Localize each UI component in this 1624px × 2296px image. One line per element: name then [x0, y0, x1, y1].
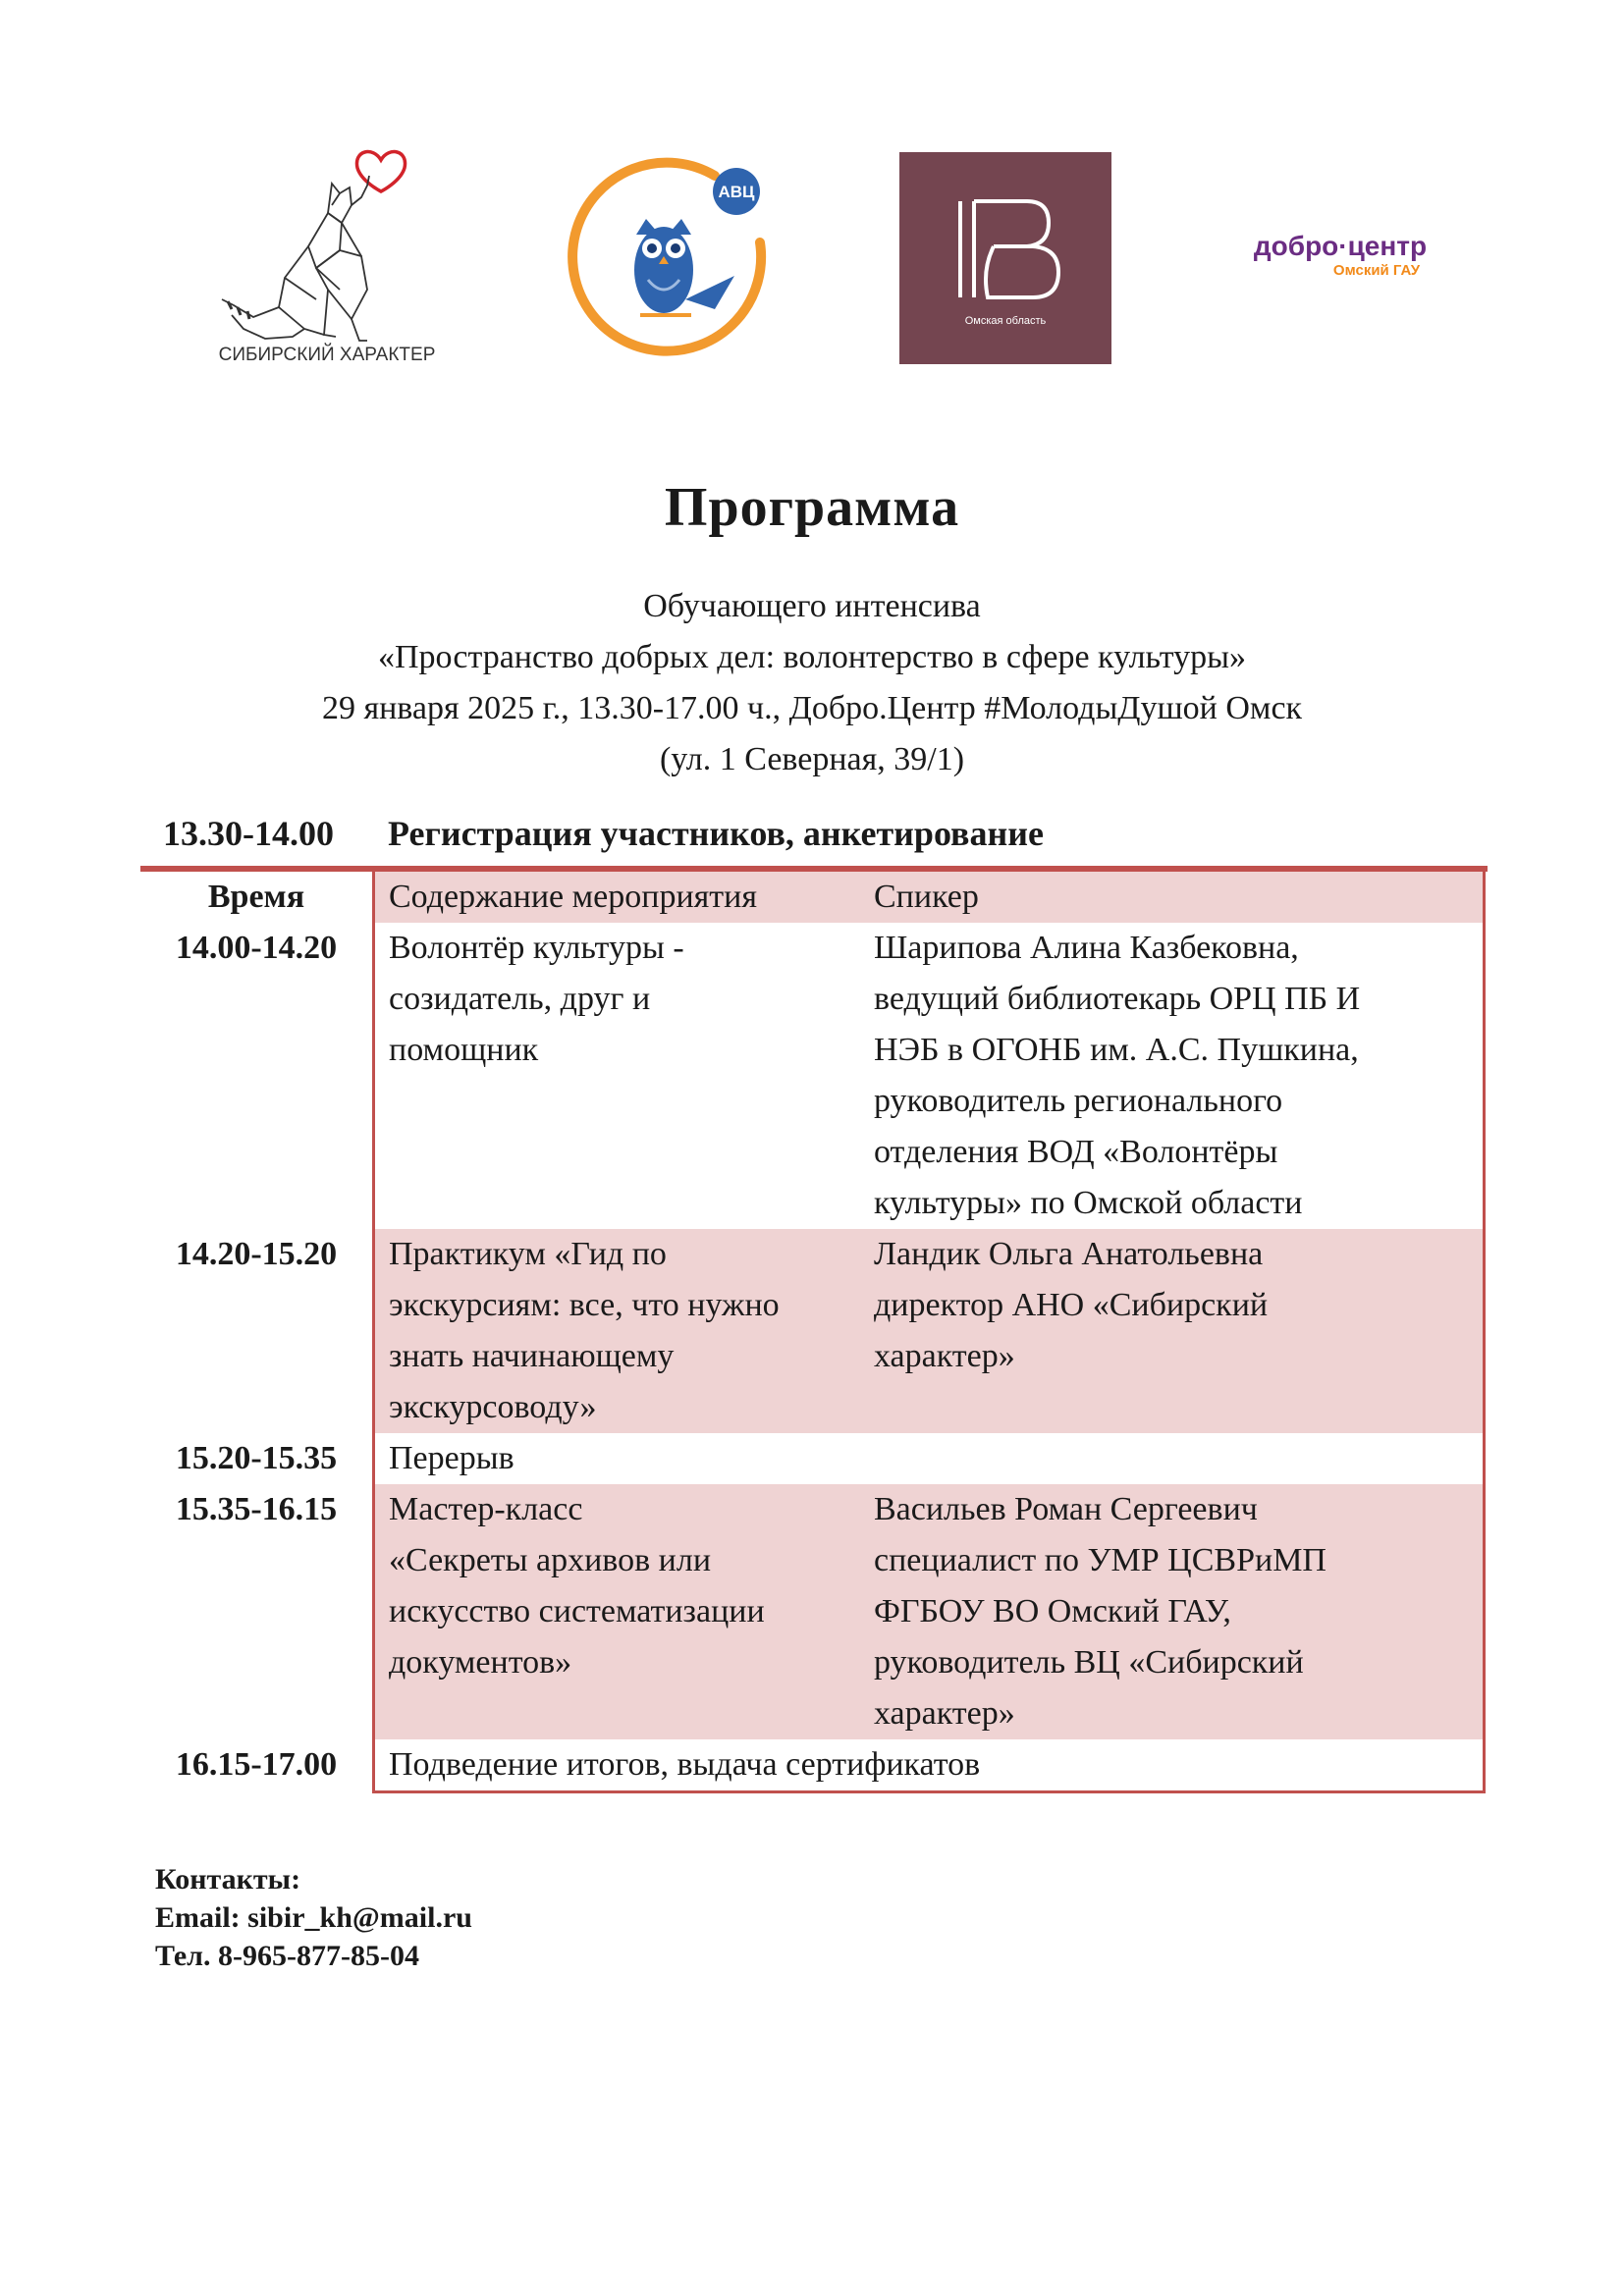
row-time: 14.20-15.20: [175, 1236, 338, 1272]
subtitle-line-3: 29 января 2025 г., 13.30-17.00 ч., Добро.Центр #МолодыДушой Омск: [321, 690, 1303, 726]
contacts-phone[interactable]: Тел. 8-965-877-85-04: [155, 1940, 419, 1972]
logo-strip: [0, 0, 1624, 412]
content-line: Мастер-класс: [389, 1491, 583, 1527]
speaker-line: ведущий библиотекарь ОРЦ ПБ И: [874, 981, 1361, 1017]
row-content: Подведение итогов, выдача сертификатов: [374, 1739, 1485, 1792]
speaker-line: характер»: [874, 1695, 1015, 1732]
row-speaker: [860, 1433, 1485, 1484]
content-line: документов»: [389, 1644, 572, 1681]
speaker-line: ФГБОУ ВО Омский ГАУ,: [874, 1593, 1231, 1629]
speaker-line: Васильев Роман Сергеевич: [874, 1491, 1258, 1527]
dobro-centr-logo: [1227, 228, 1453, 287]
table-row: [140, 923, 1485, 1229]
row-time: 15.20-15.35: [175, 1440, 338, 1476]
content-line: помощник: [389, 1032, 539, 1068]
row-time: 14.00-14.20: [175, 930, 338, 966]
cat-icon: [222, 176, 369, 341]
row-time: 15.35-16.15: [175, 1491, 338, 1527]
program-table: [140, 872, 1486, 1793]
subtitle-line-4: (ул. 1 Северная, 39/1): [659, 741, 965, 777]
content-line: Практикум «Гид по: [389, 1236, 667, 1272]
table-row: [140, 1433, 1485, 1484]
row-content: [374, 1484, 861, 1739]
speaker-line: НЭБ в ОГОНБ им. А.С. Пушкина,: [874, 1032, 1359, 1068]
sibirsky-harakter-logo: [214, 133, 440, 368]
speaker-line: руководитель регионального: [874, 1083, 1283, 1119]
row-speaker: [860, 1229, 1485, 1433]
speaker-line: отделения ВОД «Волонтёры: [874, 1134, 1278, 1170]
speaker-line: Ландик Ольга Анатольевна: [874, 1236, 1264, 1272]
contacts-block: [155, 1860, 472, 1975]
speaker-line: Шарипова Алина Казбековна,: [874, 930, 1299, 966]
contacts-email[interactable]: Email: sibir_kh@mail.ru: [155, 1901, 472, 1934]
owl-icon: [634, 219, 734, 315]
row-content: [374, 1433, 861, 1484]
speaker-line: директор АНО «Сибирский: [874, 1287, 1269, 1323]
content-line: «Секреты архивов или: [389, 1542, 712, 1578]
subtitle-line-2: «Пространство добрых дел: волонтерство в сфере культуры»: [377, 639, 1247, 675]
subtitle-line-1: Обучающего интенсива: [643, 588, 981, 624]
row-speaker: [860, 1484, 1485, 1739]
row-time: 16.15-17.00: [175, 1746, 338, 1783]
content-line: знать начинающему: [389, 1338, 675, 1374]
speaker-line: культуры» по Омской области: [874, 1185, 1303, 1221]
content-line: искусство систематизации: [389, 1593, 765, 1629]
table-row: [140, 1229, 1485, 1433]
svg-text:АВЦ: АВЦ: [718, 183, 755, 201]
speaker-line: специалист по УМР ЦСВРиМП: [874, 1542, 1326, 1578]
content-line: Волонтёр культуры -: [389, 930, 684, 966]
omsk-region-logo: [899, 152, 1111, 364]
header-content: Содержание мероприятия: [374, 872, 861, 923]
svg-text:Омская область: Омская область: [964, 315, 1047, 327]
header-time: Время: [207, 879, 305, 915]
content-line: экскурсоводу»: [389, 1389, 597, 1425]
content-line: Перерыв: [389, 1440, 514, 1476]
b-monogram-icon: [960, 201, 1058, 297]
content-line: экскурсиям: все, что нужно: [389, 1287, 780, 1323]
speaker-line: характер»: [874, 1338, 1015, 1374]
registration-time: 13.30-14.00: [163, 814, 334, 853]
header-speaker: Спикер: [860, 872, 1485, 923]
contacts-label: Контакты:: [155, 1863, 301, 1896]
table-header-row: [140, 872, 1485, 923]
svg-text:добро·центр: добро·центр: [1253, 231, 1428, 261]
row-content: [374, 1229, 861, 1433]
svg-text:Омский ГАУ: Омский ГАУ: [1332, 262, 1421, 279]
avc-logo: [568, 152, 776, 363]
content-line: созидатель, друг и: [389, 981, 651, 1017]
page-title: Программа: [664, 477, 960, 538]
row-content: [374, 923, 861, 1229]
row-speaker: [860, 923, 1485, 1229]
table-row: [140, 1484, 1485, 1739]
speaker-line: руководитель ВЦ «Сибирский: [874, 1644, 1304, 1681]
svg-text:СИБИРСКИЙ ХАРАКТЕР: СИБИРСКИЙ ХАРАКТЕР: [218, 345, 436, 365]
table-row: [140, 1739, 1485, 1792]
registration-text: Регистрация участников, анкетирование: [388, 814, 1044, 853]
heart-icon: [356, 152, 405, 191]
